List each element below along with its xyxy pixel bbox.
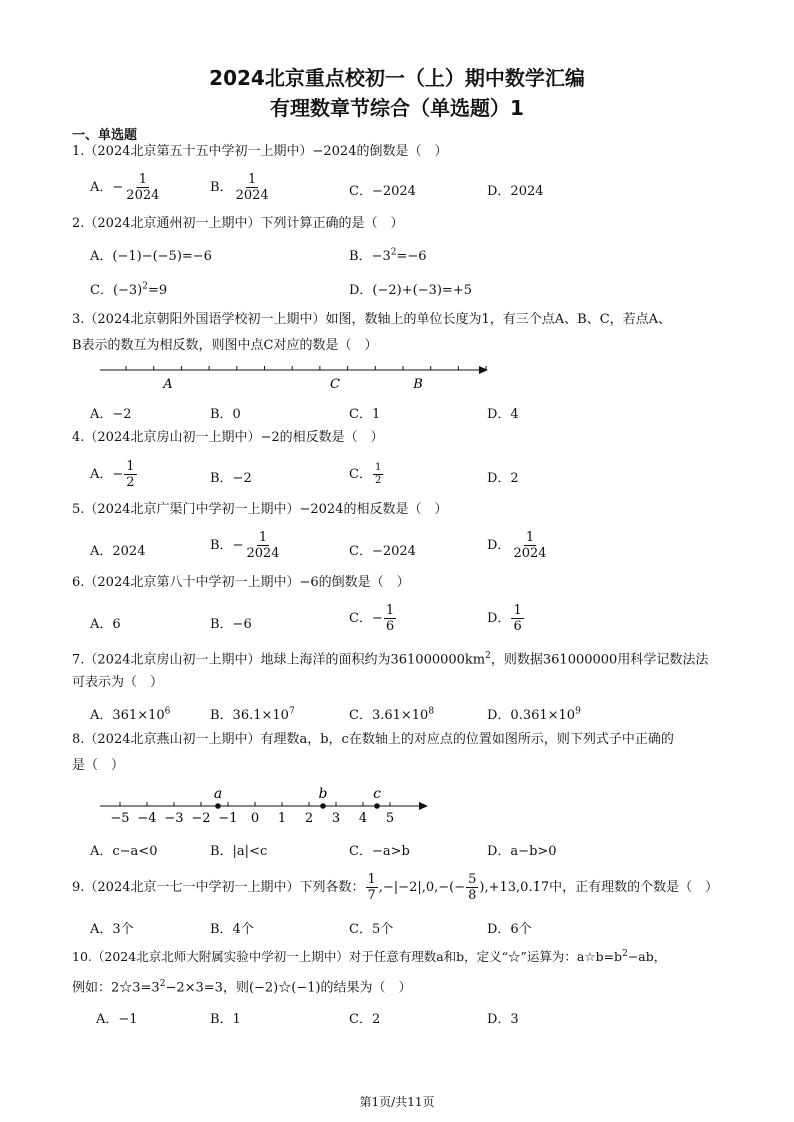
question-3-line1: 3.（2024北京朝阳外国语学校初一上期中）如图，数轴上的单位长度为1，有三个点A、B、C，若点A、	[72, 312, 672, 327]
fraction	[384, 603, 396, 634]
q6-option-a[interactable]: A．6	[90, 617, 121, 632]
text: 10.（2024北京北师大附属实验中学初一上期中）对于任意有理数a和b，定义“☆”运算为：a☆b=b	[72, 949, 623, 965]
q1-option-a[interactable]	[90, 172, 162, 203]
question-9	[72, 872, 718, 903]
question-10-line2	[72, 974, 412, 998]
expr: A．361×10	[90, 708, 165, 723]
text: −2×3=3，则(−2)☆(−1)的结果为（ ）	[165, 980, 412, 996]
q2-option-b[interactable]	[349, 245, 427, 264]
option-label: A．	[90, 180, 113, 195]
point-a-label: a	[213, 786, 223, 802]
question-7-line2: 可表示为（ ）	[72, 675, 164, 690]
q5-option-b[interactable]	[210, 530, 283, 561]
q4-option-a[interactable]	[90, 459, 138, 490]
q3-option-c[interactable]: C．1	[349, 407, 381, 422]
tick-label: 3	[331, 811, 341, 826]
numerator: 5	[468, 872, 477, 887]
exponent: 2	[142, 281, 148, 292]
expr: B．−3	[349, 249, 391, 264]
denominator: 2	[374, 475, 382, 486]
q10-option-c[interactable]: C．2	[349, 1012, 381, 1027]
denominator: 2024	[235, 188, 269, 203]
page-subtitle: 有理数章节综合（单选题）1	[270, 96, 524, 120]
expr: B．36.1×10	[210, 708, 289, 723]
point-b-label: b	[318, 786, 328, 802]
exponent: 2	[485, 651, 491, 661]
exponent: 9	[575, 706, 581, 717]
tick-label: −3	[164, 811, 184, 826]
sign: −	[112, 467, 124, 482]
sign: −	[232, 538, 244, 553]
text: 7.（2024北京房山初一上期中）地球上海洋的面积约为361000000km	[72, 652, 486, 668]
q5-option-a[interactable]: A．2024	[90, 544, 146, 559]
text: 9.（2024北京一七一中学初一上期中）下列各数：	[72, 880, 365, 895]
numerator: 1	[525, 530, 535, 545]
sign: −	[112, 180, 124, 195]
exponent: 7	[288, 706, 295, 717]
question-8-line2: 是（ ）	[72, 758, 125, 773]
q1-option-d[interactable]: D．2024	[487, 184, 544, 199]
q10-option-a[interactable]: A．−1	[96, 1012, 138, 1027]
q2-option-c[interactable]	[90, 279, 167, 298]
option-label: C．	[349, 611, 372, 626]
exponent: 2	[390, 247, 397, 258]
numerator: 1	[513, 603, 522, 618]
exponent: 2	[159, 979, 166, 989]
q6-option-d[interactable]	[487, 603, 525, 634]
denominator: 2024	[513, 546, 547, 561]
q2-option-d[interactable]: D．(−2)+(−3)=+5	[349, 283, 472, 298]
q5-option-d[interactable]	[487, 530, 550, 561]
fraction	[373, 462, 383, 487]
q1-option-b[interactable]	[210, 172, 272, 203]
tick-label: −1	[218, 811, 238, 826]
expr: =−6	[396, 249, 427, 264]
question-10-line1	[72, 944, 666, 967]
denominator: 6	[513, 619, 522, 634]
fraction	[124, 172, 161, 203]
expr: =9	[148, 283, 168, 298]
fraction	[511, 603, 523, 634]
q4-option-d[interactable]: D．2	[487, 471, 519, 486]
numerator: 1	[385, 603, 395, 618]
q7-option-b[interactable]	[210, 704, 295, 723]
q2-option-a[interactable]: A．(−1)−(−5)=−6	[90, 249, 212, 264]
option-label: A．	[90, 467, 113, 482]
numerator: 1	[126, 459, 135, 474]
question-5: 5.（2024北京广渠门中学初一上期中）−2024的相反数是（ ）	[72, 502, 448, 517]
expr: C．(−3)	[90, 283, 143, 298]
q3-option-b[interactable]: B．0	[210, 407, 241, 422]
q8-option-c[interactable]: C．−a>b	[349, 844, 410, 859]
option-label: C．	[349, 467, 372, 482]
q6-option-c[interactable]	[349, 603, 397, 634]
sign: −	[371, 611, 383, 626]
section-heading: 一、单选题	[72, 128, 138, 143]
numerator: 1	[258, 530, 268, 545]
question-6: 6.（2024北京第八十中学初一上期中）−6的倒数是（ ）	[72, 575, 410, 590]
numerator: 1	[247, 172, 257, 187]
tick-label: 2	[304, 811, 314, 826]
fraction	[124, 459, 136, 490]
question-1: 1.（2024北京第五十五中学初一上期中）−2024的倒数是（ ）	[72, 144, 448, 159]
page-title: 2024北京重点校初一（上）期中数学汇编	[209, 66, 585, 90]
numerator: 1	[374, 462, 382, 473]
fraction	[511, 530, 548, 561]
option-label: B．	[210, 538, 233, 553]
numerator: 1	[367, 872, 376, 887]
point-b-label: B	[413, 377, 423, 392]
fraction	[366, 872, 378, 903]
point-c-label: c	[373, 786, 381, 802]
denominator: 8	[468, 888, 477, 903]
option-label: D．	[487, 538, 511, 553]
numerator: 1	[138, 172, 147, 187]
denominator: 7	[367, 888, 376, 903]
question-3-line2: B表示的数互为相反数，则图中点C对应的数是（ ）	[72, 338, 378, 353]
exponent: 8	[428, 706, 435, 717]
tick-label: −4	[137, 811, 157, 826]
tick-label: −5	[110, 811, 130, 826]
q9-option-d[interactable]: D．6个	[487, 922, 532, 937]
q9-option-c[interactable]: C．5个	[349, 922, 394, 937]
q9-option-a[interactable]: A．3个	[90, 922, 134, 937]
q8-option-b[interactable]: B．|a|<c	[210, 844, 268, 859]
denominator: 2024	[126, 188, 160, 203]
q8-option-d[interactable]: D．a−b>0	[487, 844, 557, 859]
point-a-label: A	[163, 377, 173, 392]
q4-option-b[interactable]: B．−2	[210, 471, 252, 486]
option-label: D．	[487, 611, 511, 626]
tick-label: 1	[277, 811, 287, 826]
question-7-line1	[72, 646, 708, 670]
text: 例如：2☆3=3	[72, 980, 160, 996]
text: ),+13,0.1̇7̇中，正有理数的个数是（ ）	[479, 880, 719, 895]
page-footer: 第1页/共11页	[359, 1095, 435, 1109]
tick-label: 4	[358, 811, 368, 826]
point-c-dot	[374, 803, 380, 809]
fraction	[234, 172, 271, 203]
q7-option-d[interactable]	[487, 704, 581, 723]
exponent: 2	[622, 949, 628, 959]
q3-number-line	[96, 358, 496, 398]
q8-option-a[interactable]: A．c−a<0	[90, 844, 158, 859]
q3-option-a[interactable]: A．−2	[90, 407, 132, 422]
point-b-dot	[320, 803, 326, 809]
question-2: 2.（2024北京通州初一上期中）下列计算正确的是（ ）	[72, 216, 404, 231]
q5-option-c[interactable]: C．−2024	[349, 544, 416, 559]
text: ，则数据361000000用科学记数法法	[490, 652, 709, 668]
q8-number-line	[96, 786, 436, 826]
text: −ab，	[627, 949, 667, 965]
option-label: B．	[210, 180, 233, 195]
tick-label: 0	[250, 811, 260, 826]
fraction	[244, 530, 281, 561]
q1-option-c[interactable]: C．−2024	[349, 184, 416, 199]
q9-option-b[interactable]: B．4个	[210, 922, 254, 937]
q3-option-d[interactable]: D．4	[487, 407, 519, 422]
tick-label: −2	[191, 811, 211, 826]
tick-label: 5	[385, 811, 395, 826]
arrow-head	[479, 366, 488, 374]
question-8-line1: 8.（2024北京燕山初一上期中）有理数a，b，c在数轴上的对应点的位置如图所示，则下列式子中正确的	[72, 732, 674, 747]
point-c-label: C	[330, 377, 340, 392]
question-4: 4.（2024北京房山初一上期中）−2的相反数是（ ）	[72, 430, 384, 445]
q10-option-d[interactable]: D．3	[487, 1012, 519, 1027]
q6-option-b[interactable]: B．−6	[210, 617, 252, 632]
exponent: 6	[164, 706, 171, 717]
q7-option-a[interactable]	[90, 704, 170, 723]
expr: C．3.61×10	[349, 708, 429, 723]
fraction	[466, 872, 478, 903]
q4-option-c[interactable]	[349, 462, 384, 487]
expr: D．0.361×10	[487, 708, 576, 723]
q10-option-b[interactable]: B．1	[210, 1012, 241, 1027]
q7-option-c[interactable]	[349, 704, 434, 723]
point-a-dot	[215, 803, 221, 809]
denominator: 2	[126, 475, 135, 490]
arrow-head	[419, 802, 428, 810]
denominator: 6	[385, 619, 395, 634]
denominator: 2024	[246, 546, 280, 561]
text: ,−|−2|,0,−(−	[378, 880, 466, 895]
